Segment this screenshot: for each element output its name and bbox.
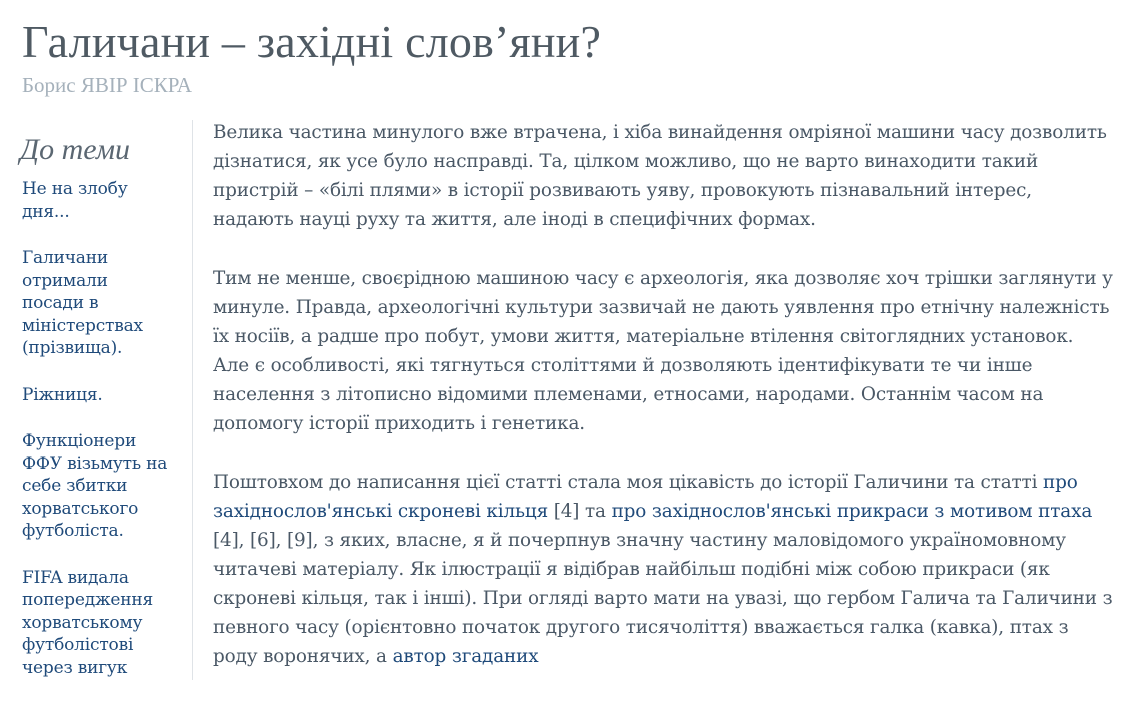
related-item <box>22 178 170 223</box>
column-divider <box>192 120 193 680</box>
related-sidebar <box>20 130 170 690</box>
paragraph-3-text-3: [4], [6], [9], з яких, власне, я й почерпнув значну частину маловідомого україномовному читачеві матеріалу. Як ілюстрації я відібрав найбільш подібні між собою прикраси (як скроневі кільця, так і інші). При огляді варто мати на увазі, що гербом Галича та Галичини з певного часу (орієнтовно початок другого тисячоліття) вважається галка (кавка), птах з роду воронячих, а <box>213 530 1113 667</box>
author-link[interactable]: автор згаданих <box>392 646 539 667</box>
paragraph-3-text-2: [4] та <box>548 501 612 522</box>
related-list <box>20 178 170 679</box>
related-link-4[interactable]: Функціонери ФФУ візьмуть на себе збитки хорватського футболіста. <box>22 431 168 541</box>
paragraph-2: Тим не менше, своєрідною машиною часу є археологія, яка дозволяє хоч трішки заглянути у минуле. Правда, археологічні культури зазвичай не дають уявлення про етнічну належність їх носіїв, а радше про побут, умови життя, матеріальне втілення світоглядних установок. Але є особливості, які тягнуться століттями й дозволяють ідентифікувати те чи інше населення з літописно відомими племенами, етносами, народами. Останнім часом на допомогу історії приходить і генетика. <box>213 268 1113 434</box>
page-title: Галичани – західні слов’яни? <box>22 16 602 67</box>
related-link-3[interactable]: Ріжниця. <box>22 384 103 405</box>
paragraph-3 <box>213 468 1113 671</box>
related-item <box>22 247 170 360</box>
temporal-rings-link[interactable]: про західнослов'янські скроневі кільця <box>213 472 1078 522</box>
bird-motif-link[interactable]: про західнослов'янські прикраси з мотивом птаха <box>611 501 1093 522</box>
paragraph-1: Велика частина минулого вже втрачена, і хіба винайдення омріяної машини часу дозволить дізнатися, як усе було насправді. Та, цілком можливо, що не варто винаходити такий пристрій – «білі плями» в історії розвивають уяву, провокують пізнавальний інтерес, надають науці руху та життя, але іноді в специфічних формах. <box>213 122 1107 230</box>
related-link-2[interactable]: Галичани отримали посади в міністерствах (прізвища). <box>22 248 143 358</box>
article-header <box>22 14 1112 98</box>
related-link-5[interactable]: FIFA видала попередження хорватському футболістові через вигук <box>22 567 154 678</box>
related-link-1[interactable]: Не на злобу дня... <box>22 179 128 222</box>
related-item <box>22 430 170 543</box>
related-item <box>22 567 170 680</box>
related-item <box>22 384 170 407</box>
article-author: Борис ЯВІР ІСКРА <box>22 73 192 97</box>
sidebar-title: До теми <box>20 133 130 166</box>
paragraph-3-text-1: Поштовхом до написання цієї статті стала моя цікавість до історії Галичини та статті <box>213 472 1044 493</box>
article-body <box>213 118 1113 701</box>
